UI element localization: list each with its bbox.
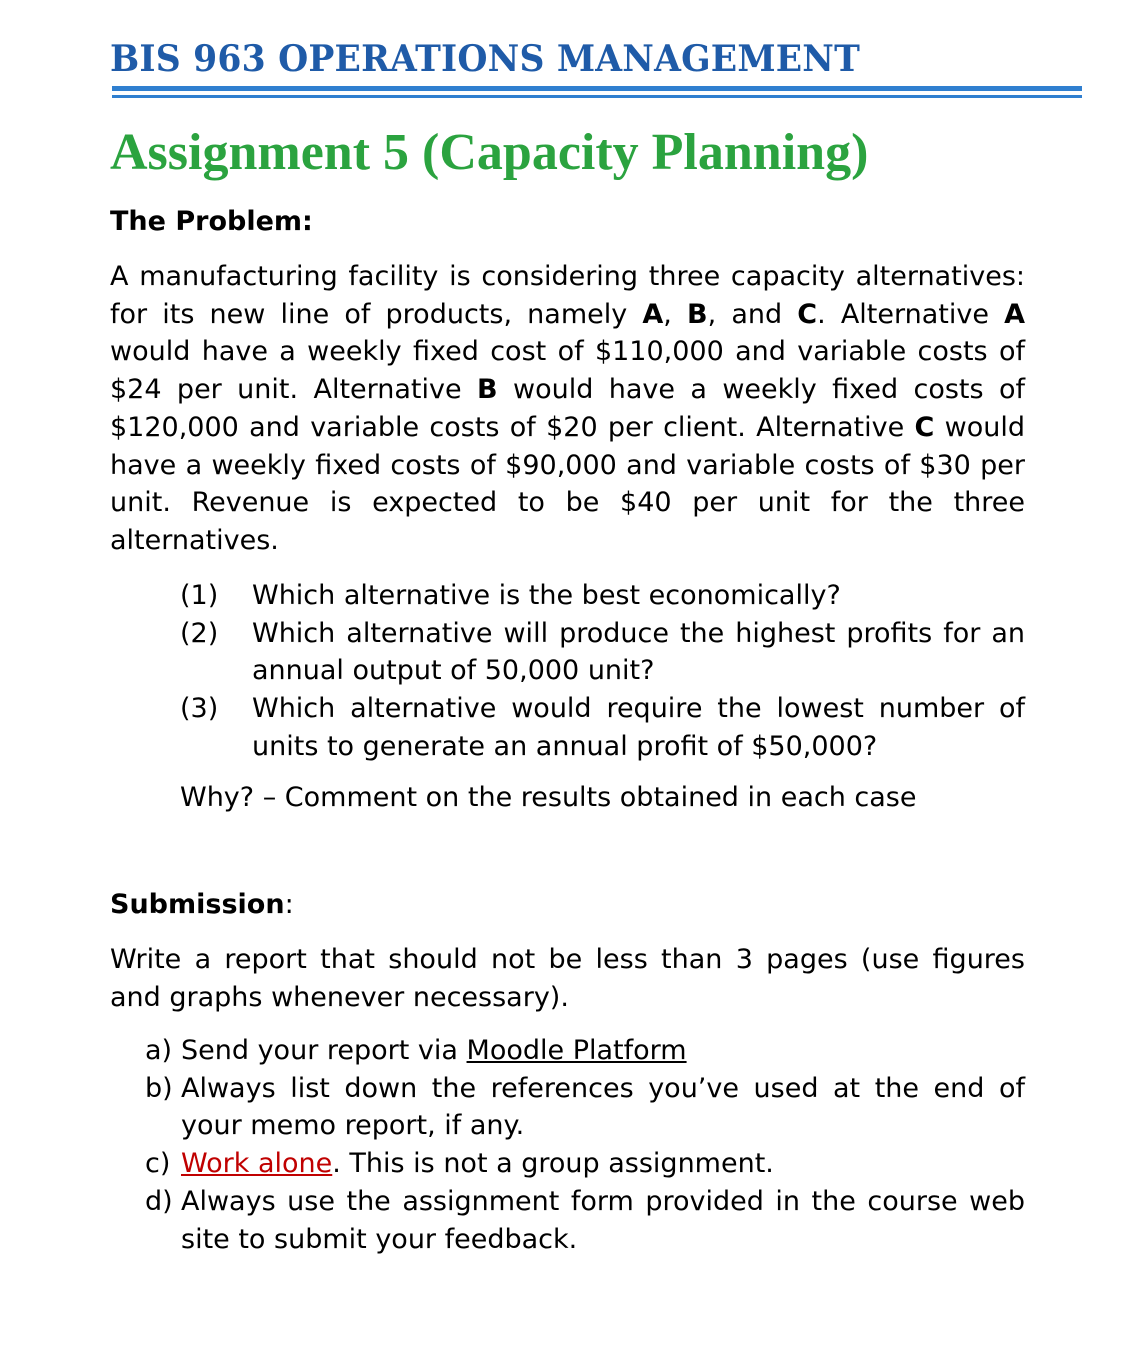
submission-item: a) Send your report via Moodle Platform (145, 1032, 1025, 1070)
header-rule-thick (112, 86, 1082, 91)
problem-heading: The Problem: (110, 206, 313, 237)
question-item (180, 690, 1025, 765)
course-title: BIS 963 OPERATIONS MANAGEMENT (110, 38, 860, 80)
submission-item (145, 1070, 1025, 1145)
item-marker: b) (145, 1072, 173, 1104)
submission-intro: Write a report that should not be less than 3 pages (use figures and graphs whenever necessary). (110, 944, 1025, 1013)
submission-heading: Submission: (110, 889, 294, 920)
item-marker: a) (145, 1035, 173, 1066)
question-text: Which alternative would require the lowest number of units to generate an annual profit of $50,000? (252, 693, 1025, 762)
work-alone-link[interactable]: Work alone (181, 1148, 333, 1180)
question-list (180, 577, 1025, 766)
submission-item: c) Work alone. This is not a group assignment. (145, 1145, 1025, 1183)
assignment-title: Assignment 5 (Capacity Planning) (110, 124, 869, 181)
item-text: Always list down the references you’ve used at the end of your memo report, if any. (181, 1072, 1025, 1142)
question-text: Which alternative is the best economically? (252, 580, 841, 611)
question-item (180, 577, 1025, 615)
item-marker: c) (145, 1148, 171, 1180)
submission-item (145, 1183, 1025, 1258)
item-text: Always use the assignment form provided in the course web site to submit your feedback. (181, 1185, 1025, 1255)
question-number: (2) (180, 617, 219, 649)
header-rule-thin (112, 95, 1082, 98)
submission-list (145, 1032, 1025, 1258)
moodle-platform-link[interactable]: Moodle Platform (466, 1035, 687, 1066)
why-comment: Why? – Comment on the results obtained in each case (180, 782, 917, 813)
question-item (180, 615, 1025, 690)
question-text: Which alternative will produce the highest profits for an annual output of 50,000 unit? (252, 617, 1025, 687)
question-number: (1) (180, 580, 219, 611)
problem-paragraph: A manufacturing facility is considering three capacity alternatives: for its new line of products, namely A, B, and C. Alternative A would have a weekly fixed cost of $110,000 and variable costs of $24 per unit. Alternative B would have a weekly fixed costs of $120,000 and variable costs of $20 per client. Alternative C would have a weekly fixed costs of $90,000 and variable costs of $30 per unit. Revenue is expected to be $40 per unit for the three alternatives. (110, 261, 1026, 556)
question-number: (3) (180, 693, 219, 725)
item-marker: d) (145, 1185, 173, 1217)
